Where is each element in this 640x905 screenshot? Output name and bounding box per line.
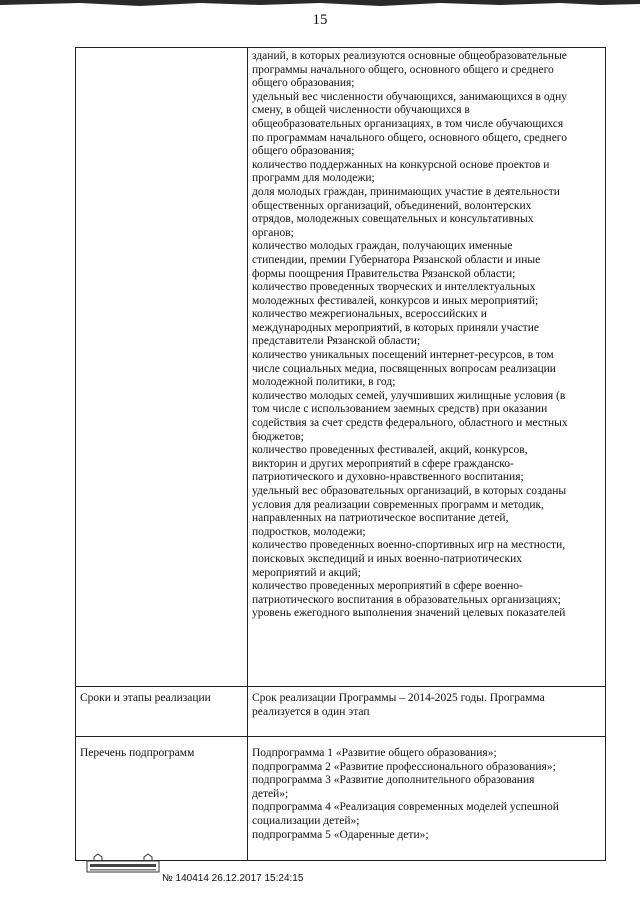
indicators-cell [248, 48, 606, 687]
text-line: доля молодых граждан, принимающих участие в деятельности [252, 185, 560, 198]
text-line: количество молодых граждан, получающих именные [252, 240, 513, 253]
text-line: социализации детей»; [252, 814, 360, 827]
text-line: количество проведенных мероприятий в сфере военно- [252, 580, 523, 593]
terms-cell [248, 687, 606, 737]
text-line: количество проведенных фестивалей, акций, конкурсов, [252, 444, 528, 457]
text-line: отрядов, молодежных совещательных и консультативных [252, 213, 534, 226]
text-line: подпрограмма 5 «Одаренные дети»; [252, 828, 429, 841]
text-line: подпрограмма 3 «Развитие дополнительного образования [252, 774, 535, 787]
passport-table [75, 47, 606, 861]
text-line: уровень ежегодного выполнения значений целевых показателей [252, 607, 566, 620]
text-line: подпрограмма 4 «Реализация современных моделей успешной [252, 801, 559, 814]
text-line: общего образования; [252, 77, 355, 90]
text-line: Срок реализации Программы – 2014-2025 годы. Программа [252, 692, 545, 704]
text-line: патриотического воспитания в образовательных организациях; [252, 593, 561, 606]
text-line: зданий, в которых реализуются основные общеобразовательные [252, 50, 567, 62]
text-line: программ для молодежи; [252, 172, 375, 185]
text-line: представители Рязанской области; [252, 335, 421, 348]
text-line: количество поддержанных на конкурсной основе проектов и [252, 158, 550, 171]
text-line: количество проведенных творческих и интеллектуальных [252, 281, 536, 294]
text-line: по программам начального общего, основного общего, среднего [252, 131, 567, 144]
text-line: количество молодых семей, улучшивших жилищные условия (в [252, 389, 566, 402]
text-line: мероприятий и акций; [252, 566, 361, 579]
text-line: количество уникальных посещений интернет-ресурсов, в том [252, 349, 554, 362]
table-row-subprograms [76, 737, 606, 861]
scan-edge-band [0, 0, 640, 10]
subprograms-label: Перечень подпрограмм [76, 737, 248, 861]
page-number: 15 [312, 12, 328, 28]
terms-label: Сроки и этапы реализации [76, 687, 248, 737]
text-line: смену, в общей численности обучающихся в [252, 104, 470, 117]
text-line: реализуется в один этап [252, 705, 370, 718]
subprograms-cell [248, 737, 606, 861]
text-line: общественных организаций, объединений, волонтерских [252, 199, 532, 212]
text-line: Подпрограмма 1 «Развитие общего образования»; [252, 747, 497, 759]
text-line: викторин и других мероприятий в сфере гражданско- [252, 457, 514, 470]
text-line: международных мероприятий, в которых приняли участие [252, 321, 539, 334]
text-line: молодежной политики, в год; [252, 376, 396, 389]
text-line: органов; [252, 226, 294, 239]
text-line: общего образования; [252, 145, 355, 158]
text-line: содействия за счет средств федерального, областного и местных [252, 417, 568, 430]
text-line: бюджетов; [252, 430, 304, 443]
text-line: удельный вес образовательных организаций, в которых созданы [252, 485, 567, 497]
text-line: количество межрегиональных, всероссийских и [252, 308, 487, 321]
text-line: числе социальных медиа, посвященных вопросам реализации [252, 362, 556, 375]
text-line: программы начального общего, основного общего и среднего [252, 63, 554, 76]
text-line: общеобразовательных организациях, в том числе обучающихся [252, 117, 564, 130]
text-line: условия для реализации современных программ и методик, [252, 498, 544, 511]
text-line: детей»; [252, 787, 289, 800]
text-line: количество проведенных военно-спортивных игр на местности, [252, 539, 566, 552]
text-line: формы поощрения Правительства Рязанской области; [252, 267, 516, 280]
text-line: молодежных фестивалей, конкурсов и иных мероприятий; [252, 294, 539, 307]
table-row-terms [76, 687, 606, 737]
text-line: подростков, молодежи; [252, 525, 366, 538]
text-line: удельный вес численности обучающихся, занимающихся в одну [252, 90, 567, 103]
registration-stamp: № 140414 26.12.2017 15:24:15 [162, 873, 304, 884]
text-line: поисковых экспедиций и иных военно-патриотических [252, 552, 522, 565]
text-line: патриотического и духовно-нравственного воспитания; [252, 471, 524, 484]
text-line: том числе с использованием заемных средств) при оказании [252, 403, 548, 416]
text-line: стипендии, премии Губернатора Рязанской области и иные [252, 253, 541, 266]
document-logo-icon [86, 853, 160, 873]
row-label-empty [76, 48, 248, 687]
text-line: направленных на патриотическое воспитание детей, [252, 512, 509, 525]
text-line: подпрограмма 2 «Развитие профессионального образования»; [252, 760, 556, 773]
table-row-indicators [76, 48, 606, 687]
